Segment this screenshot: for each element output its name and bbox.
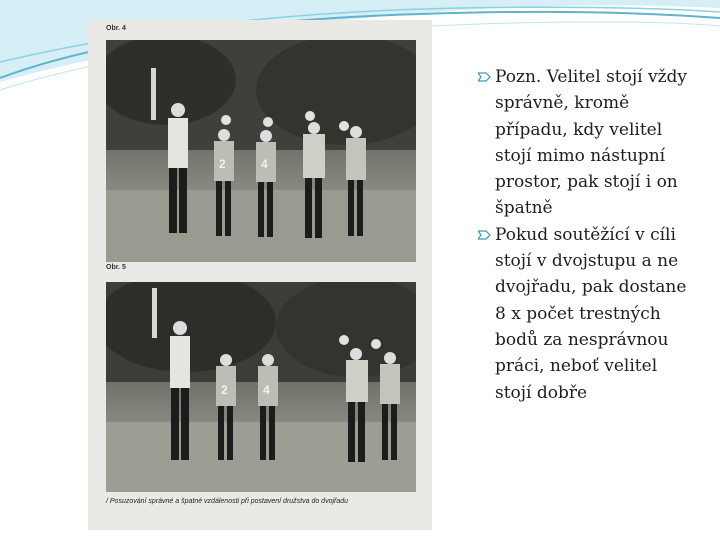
photo-formation-bottom <box>106 282 416 492</box>
notes-list <box>478 64 698 406</box>
photo-formation-top <box>106 40 416 262</box>
note-item <box>478 222 698 406</box>
jersey-number: 2 <box>219 157 226 171</box>
figure-label-bottom: Obr. 5 <box>106 264 126 271</box>
bullet-arrow-icon <box>478 72 491 82</box>
note-text: Pokud soutěžící v cíli stojí v dvojstupu a ne dvojřadu, pak dostane 8 x počet trestných bodů za nesprávnou práci, neboť velitel stojí dobře <box>495 224 687 403</box>
jersey-number: 2 <box>221 383 228 397</box>
jersey-number: 4 <box>261 157 268 171</box>
figure-caption: / Posuzování správné a špatné vzdálenosti při postavení družstva do dvojřadu <box>106 498 349 505</box>
jersey-number: 4 <box>263 383 270 397</box>
note-text: Pozn. Velitel stojí vždy správně, kromě případu, kdy velitel stojí mimo nástupní prostor, pak stojí i on špatně <box>495 67 688 219</box>
figure-label-top: Obr. 4 <box>106 25 126 32</box>
note-item <box>478 64 698 222</box>
scanned-figure-page <box>88 20 432 530</box>
photo-image-bottom <box>106 282 416 492</box>
bullet-arrow-icon <box>478 230 491 240</box>
photo-image-top <box>106 40 416 262</box>
